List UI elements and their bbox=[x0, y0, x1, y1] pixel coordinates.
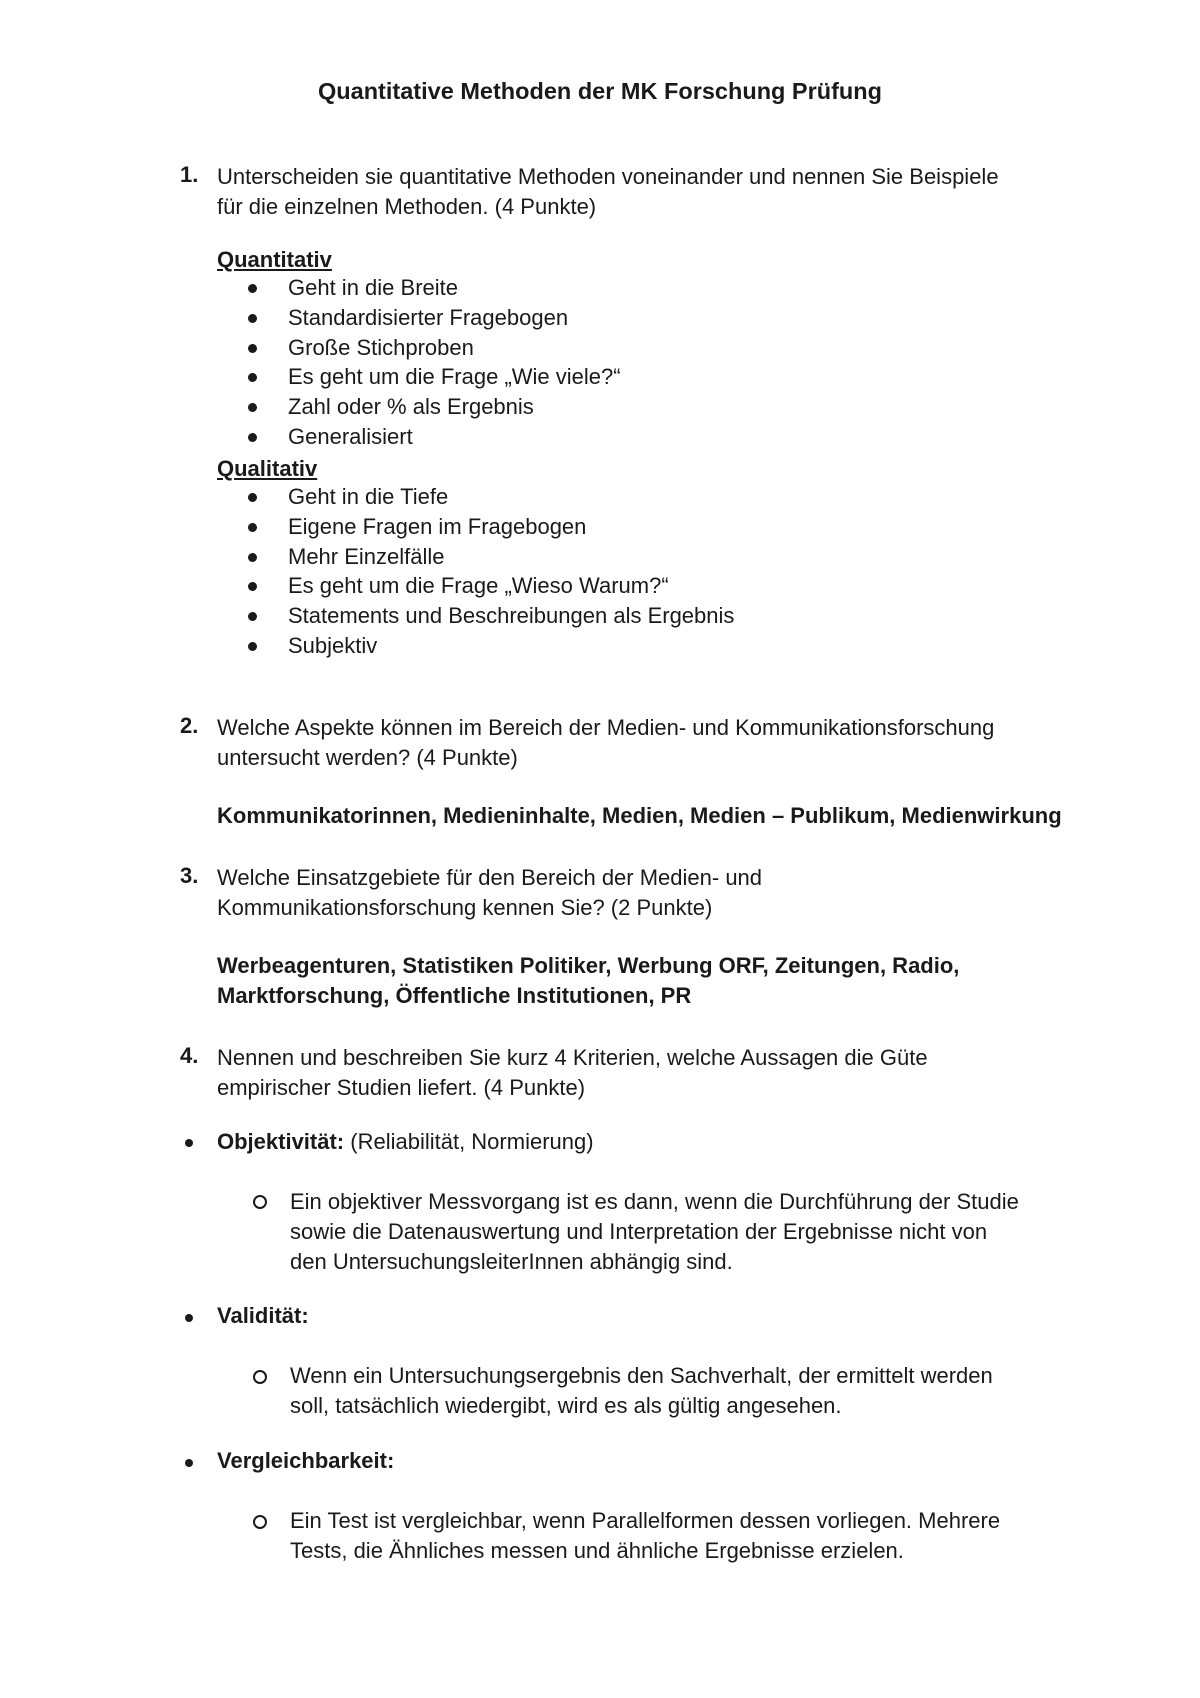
question-4-text bbox=[217, 1043, 1097, 1103]
question-3-answer-line-1: Werbeagenturen, Statistiken Politiker, Werbung ORF, Zeitungen, Radio, bbox=[217, 953, 960, 978]
criterion-text-line: Ein Test ist vergleichbar, wenn Parallelformen dessen vorliegen. Mehrere bbox=[290, 1508, 1001, 1533]
bullet-icon bbox=[248, 403, 257, 412]
bullet-icon bbox=[248, 612, 257, 621]
question-2-text bbox=[217, 713, 1097, 773]
quantitativ-heading: Quantitativ bbox=[217, 247, 332, 272]
bullet-icon bbox=[248, 284, 257, 293]
bullet-icon bbox=[248, 582, 257, 591]
question-3-text bbox=[217, 863, 1097, 923]
bullet-icon bbox=[185, 1139, 193, 1147]
criterion-validitaet-label: Validität: bbox=[217, 1303, 309, 1328]
question-2-line-2: untersucht werden? (4 Punkte) bbox=[217, 745, 518, 770]
bullet-icon bbox=[248, 493, 257, 502]
bullet-icon bbox=[248, 344, 257, 353]
bullet-icon bbox=[248, 553, 257, 562]
question-2-line-1: Welche Aspekte können im Bereich der Medien- und Kommunikationsforschung bbox=[217, 715, 995, 740]
bullet-icon bbox=[248, 373, 257, 382]
criterion-text-line: Ein objektiver Messvorgang ist es dann, wenn die Durchführung der Studie bbox=[290, 1189, 1019, 1214]
bullet-icon bbox=[248, 642, 257, 651]
bullet-icon bbox=[185, 1459, 193, 1467]
bullet-icon bbox=[185, 1314, 193, 1322]
qualitativ-heading: Qualitativ bbox=[217, 456, 318, 481]
question-4-number: 4. bbox=[180, 1043, 199, 1068]
document-page: Quantitative Methoden der MK Forschung Prüfung 1. Unterscheiden sie quantitative Methoden voneinander und nennen Sie Beispiele für die einzelnen Methoden. (4 Punkte) Quantitativ Geht in die Breite Standardisierter Fragebogen Große Stichproben Es geht um die Frage „Wie viele?“ Zahl oder % als Ergebnis Generalisiert Qualitativ Geht in die Tiefe Eigene Fragen im Fragebogen Mehr Einzelfälle Es geht um die Frage „Wieso Warum?“ Statements und Beschreibungen als Ergebnis Subjektiv 2. Welche Aspekte können im Bereich der Medien- und Kommunikationsforschung untersucht werden? (4 Punkte) Kommunikatorinnen, Medieninhalte, Medien, Medien – Publikum, Medienwirkung 3. Welche Einsatzgebiete für den Bereich der Medien- und Kommunikationsforschung kennen Sie? (2 Punkte) Werbeagenturen, Statistiken Politiker, Werbung ORF, Zeitungen, Radio, Marktforschung, Öffentliche Institutionen, PR 4. Nennen und beschreiben Sie kurz 4 Kriterien, welche Aussagen die Güte empirischer Studien liefert. (4 Punkte) Objektivität: (Reliabilität, Normierung) Ein objektiver Messvorgang ist es dann, wenn die Durchführung der Studie sowie die Datenauswertung und Interpretation der Ergebnisse nicht von den UntersuchungsleiterInnen abhängig sind. Validität: Wenn ein Untersuchungsergebnis den Sachverhalt, der ermittelt werden soll, tatsächlich wiedergibt, wird es als gültig angesehen. Vergleichbarkeit: Ein Test ist vergleichbar, wenn Parallelformen dessen vorliegen. Mehrere Tests, die Ähnliches messen und ähnliche Ergebnisse erzielen. bbox=[0, 0, 1200, 1698]
question-3-number: 3. bbox=[180, 863, 199, 888]
question-1-text bbox=[217, 162, 1097, 222]
criterion-text-line: Tests, die Ähnliches messen und ähnliche Ergebnisse erzielen. bbox=[290, 1538, 904, 1563]
question-3-answer bbox=[217, 951, 1097, 1011]
criterion-note: (Reliabilität, Normierung) bbox=[344, 1129, 594, 1154]
criterion-text-line: Wenn ein Untersuchungsergebnis den Sachverhalt, der ermittelt werden bbox=[290, 1363, 993, 1388]
question-1-number: 1. bbox=[180, 162, 199, 187]
criterion-vergleichbarkeit-text bbox=[290, 1506, 1080, 1566]
criterion-text-line: den UntersuchungsleiterInnen abhängig sind. bbox=[290, 1249, 733, 1274]
question-3-line-1: Welche Einsatzgebiete für den Bereich der Medien- und bbox=[217, 865, 763, 890]
criterion-objektivitaet-text bbox=[290, 1187, 1080, 1277]
criterion-text-line: sowie die Datenauswertung und Interpretation der Ergebnisse nicht von bbox=[290, 1219, 988, 1244]
circle-bullet-icon bbox=[253, 1370, 267, 1384]
document-title: Quantitative Methoden der MK Forschung Prüfung bbox=[318, 78, 882, 104]
criterion-text-line: soll, tatsächlich wiedergibt, wird es als gültig angesehen. bbox=[290, 1393, 842, 1418]
question-2-number: 2. bbox=[180, 713, 199, 738]
criterion-vergleichbarkeit-label: Vergleichbarkeit: bbox=[217, 1448, 395, 1473]
question-4-line-2: empirischer Studien liefert. (4 Punkte) bbox=[217, 1075, 586, 1100]
question-2-answer: Kommunikatorinnen, Medieninhalte, Medien, Medien – Publikum, Medienwirkung bbox=[217, 803, 1062, 828]
criterion-objektivitaet-label bbox=[217, 1129, 594, 1155]
circle-bullet-icon bbox=[253, 1195, 267, 1209]
bullet-icon bbox=[248, 314, 257, 323]
question-1-line-1: Unterscheiden sie quantitative Methoden voneinander und nennen Sie Beispiele bbox=[217, 164, 999, 189]
question-3-answer-line-2: Marktforschung, Öffentliche Institutionen, PR bbox=[217, 983, 692, 1008]
criterion-validitaet-text bbox=[290, 1361, 1080, 1421]
circle-bullet-icon bbox=[253, 1515, 267, 1529]
question-3-line-2: Kommunikationsforschung kennen Sie? (2 Punkte) bbox=[217, 895, 713, 920]
question-1-line-2: für die einzelnen Methoden. (4 Punkte) bbox=[217, 194, 597, 219]
criterion-label-text: Objektivität: bbox=[217, 1129, 345, 1154]
bullet-icon bbox=[248, 433, 257, 442]
question-4-line-1: Nennen und beschreiben Sie kurz 4 Kriterien, welche Aussagen die Güte bbox=[217, 1045, 928, 1070]
bullet-icon bbox=[248, 523, 257, 532]
